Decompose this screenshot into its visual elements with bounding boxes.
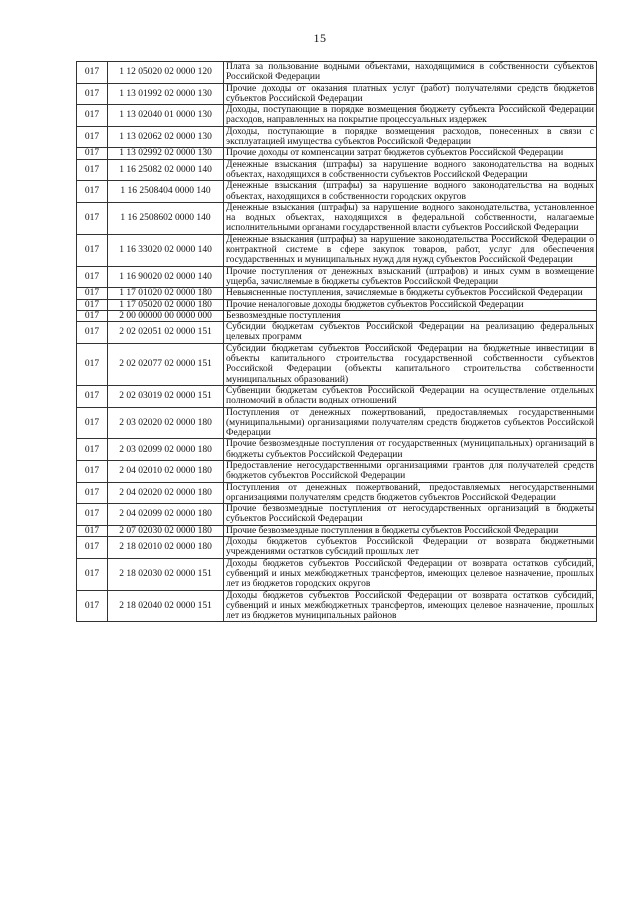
revenue-name-cell: Безвозмездные поступления (224, 310, 597, 321)
revenue-name-cell: Субвенции бюджетам субъектов Российской Федерации на осуществление отдельных полномочий в области водных отношений (224, 385, 597, 407)
revenue-code-cell: 2 18 02040 02 0000 151 (108, 590, 224, 622)
revenue-name-cell: Прочие безвозмездные поступления в бюджеты субъектов Российской Федерации (224, 525, 597, 536)
revenue-code-cell: 1 13 02992 02 0000 130 (108, 148, 224, 159)
admin-code-cell: 017 (77, 504, 108, 526)
revenue-code-cell: 1 13 01992 02 0000 130 (108, 83, 224, 105)
revenue-name-cell: Поступления от денежных пожертвований, предоставляемых негосударственными организациями получателям средств бюджетов субъектов Российской Федерации (224, 482, 597, 504)
table-row (77, 439, 597, 461)
revenue-code-cell: 1 17 01020 02 0000 180 (108, 288, 224, 299)
table-row (77, 525, 597, 536)
table-row (77, 62, 597, 84)
revenue-name-cell: Прочие безвозмездные поступления от государственных (муниципальных) организаций в бюджеты субъектов Российской Федерации (224, 439, 597, 461)
table-row (77, 385, 597, 407)
admin-code-cell: 017 (77, 407, 108, 439)
revenue-name-cell: Доходы бюджетов субъектов Российской Федерации от возврата бюджетными учреждениями остатков субсидий прошлых лет (224, 537, 597, 559)
admin-code-cell: 017 (77, 343, 108, 385)
revenue-code-cell: 2 03 02020 02 0000 180 (108, 407, 224, 439)
admin-code-cell: 017 (77, 322, 108, 344)
admin-code-cell: 017 (77, 590, 108, 622)
revenue-name-cell: Прочие неналоговые доходы бюджетов субъектов Российской Федерации (224, 299, 597, 310)
revenue-name-cell: Доходы, поступающие в порядке возмещения расходов, понесенных в связи с эксплуатацией имущества субъектов Российской Федерации (224, 126, 597, 148)
admin-code-cell: 017 (77, 525, 108, 536)
admin-code-cell: 017 (77, 460, 108, 482)
revenue-code-cell: 2 02 02077 02 0000 151 (108, 343, 224, 385)
table-row (77, 460, 597, 482)
table-row (77, 83, 597, 105)
admin-code-cell: 017 (77, 234, 108, 266)
admin-code-cell: 017 (77, 288, 108, 299)
revenue-code-cell: 2 04 02010 02 0000 180 (108, 460, 224, 482)
admin-code-cell: 017 (77, 266, 108, 288)
table-row (77, 558, 597, 590)
revenue-code-cell: 1 13 02040 01 0000 130 (108, 105, 224, 127)
revenue-code-cell: 2 04 02020 02 0000 180 (108, 482, 224, 504)
table-row (77, 288, 597, 299)
admin-code-cell: 017 (77, 126, 108, 148)
revenue-name-cell: Субсидии бюджетам субъектов Российской Федерации на бюджетные инвестиции в объекты капитального строительства государственной собственности субъектов Российской Федерации (объекты капитального строительства собственности муниципальных образований) (224, 343, 597, 385)
admin-code-cell: 017 (77, 537, 108, 559)
admin-code-cell: 017 (77, 105, 108, 127)
revenue-name-cell: Невыясненные поступления, зачисляемые в бюджеты субъектов Российской Федерации (224, 288, 597, 299)
table-row (77, 234, 597, 266)
revenue-code-cell: 1 13 02062 02 0000 130 (108, 126, 224, 148)
table-row (77, 202, 597, 234)
revenue-name-cell: Прочие поступления от денежных взысканий (штрафов) и иных сумм в возмещение ущерба, зачисляемые в бюджеты субъектов Российской Федерации (224, 266, 597, 288)
table-row (77, 266, 597, 288)
revenue-code-cell: 1 16 2508404 0000 140 (108, 181, 224, 203)
admin-code-cell: 017 (77, 181, 108, 203)
table-row (77, 322, 597, 344)
table-row (77, 148, 597, 159)
revenue-code-cell: 2 04 02099 02 0000 180 (108, 504, 224, 526)
revenue-code-cell: 1 16 90020 02 0000 140 (108, 266, 224, 288)
revenue-code-cell: 2 02 02051 02 0000 151 (108, 322, 224, 344)
table-row (77, 590, 597, 622)
revenue-code-cell: 1 17 05020 02 0000 180 (108, 299, 224, 310)
admin-code-cell: 017 (77, 558, 108, 590)
revenue-name-cell: Поступления от денежных пожертвований, предоставляемых государственными (муниципальными) организациями получателям средств бюджетов субъектов Российской Федерации (224, 407, 597, 439)
revenue-code-cell: 1 16 25082 02 0000 140 (108, 159, 224, 181)
revenue-code-cell: 1 16 33020 02 0000 140 (108, 234, 224, 266)
admin-code-cell: 017 (77, 83, 108, 105)
table-row (77, 126, 597, 148)
revenue-code-cell: 2 02 03019 02 0000 151 (108, 385, 224, 407)
admin-code-cell: 017 (77, 310, 108, 321)
table-row (77, 310, 597, 321)
revenue-name-cell: Доходы, поступающие в порядке возмещения бюджету субъекта Российской Федерации расходов, направленных на покрытие процессуальных издержек (224, 105, 597, 127)
table-row (77, 482, 597, 504)
admin-code-cell: 017 (77, 439, 108, 461)
revenue-code-cell: 2 00 00000 00 0000 000 (108, 310, 224, 321)
revenue-codes-table (76, 61, 597, 622)
revenue-code-cell: 1 12 05020 02 0000 120 (108, 62, 224, 84)
table-row (77, 181, 597, 203)
revenue-code-cell: 2 03 02099 02 0000 180 (108, 439, 224, 461)
table-row (77, 407, 597, 439)
revenue-code-cell: 2 07 02030 02 0000 180 (108, 525, 224, 536)
table-body (77, 62, 597, 622)
revenue-name-cell: Денежные взыскания (штрафы) за нарушение законодательства Российской Федерации о контрактной системе в сфере закупок товаров, работ, услуг для обеспечения государственных и муниципальных нужд для нужд субъектов Российской Федерации (224, 234, 597, 266)
table-row (77, 343, 597, 385)
revenue-code-cell: 2 18 02010 02 0000 180 (108, 537, 224, 559)
revenue-name-cell: Плата за пользование водными объектами, находящимися в собственности субъектов Российской Федерации (224, 62, 597, 84)
revenue-name-cell: Доходы бюджетов субъектов Российской Федерации от возврата остатков субсидий, субвенций и иных межбюджетных трансфертов, имеющих целевое назначение, прошлых лет из бюджетов городских округов (224, 558, 597, 590)
table-row (77, 159, 597, 181)
revenue-name-cell: Денежные взыскания (штрафы) за нарушение водного законодательства, установленное на водных объектах, находящихся в федеральной собственности, налагаемые исполнительными органами государственной власти субъектов Российской Федерации (224, 202, 597, 234)
revenue-name-cell: Денежные взыскания (штрафы) за нарушение водного законодательства на водных объектах, находящихся в собственности городских округов (224, 181, 597, 203)
revenue-name-cell: Денежные взыскания (штрафы) за нарушение водного законодательства на водных объектах, находящихся в собственности субъектов Российской Федерации (224, 159, 597, 181)
revenue-name-cell: Предоставление негосударственными организациями грантов для получателей средств бюджетов субъектов Российской Федерации (224, 460, 597, 482)
admin-code-cell: 017 (77, 385, 108, 407)
admin-code-cell: 017 (77, 299, 108, 310)
revenue-name-cell: Прочие доходы от оказания платных услуг (работ) получателями средств бюджетов субъектов Российской Федерации (224, 83, 597, 105)
table-row (77, 537, 597, 559)
admin-code-cell: 017 (77, 482, 108, 504)
table-row (77, 299, 597, 310)
revenue-code-cell: 1 16 2508602 0000 140 (108, 202, 224, 234)
admin-code-cell: 017 (77, 202, 108, 234)
revenue-code-cell: 2 18 02030 02 0000 151 (108, 558, 224, 590)
revenue-name-cell: Прочие доходы от компенсации затрат бюджетов субъектов Российской Федерации (224, 148, 597, 159)
table-row (77, 105, 597, 127)
table-row (77, 504, 597, 526)
admin-code-cell: 017 (77, 148, 108, 159)
revenue-name-cell: Доходы бюджетов субъектов Российской Федерации от возврата остатков субсидий, субвенций и иных межбюджетных трансфертов, имеющих целевое назначение, прошлых лет из бюджетов муниципальных районов (224, 590, 597, 622)
page-number: 15 (313, 31, 327, 45)
admin-code-cell: 017 (77, 62, 108, 84)
revenue-name-cell: Прочие безвозмездные поступления от негосударственных организаций в бюджеты субъектов Российской Федерации (224, 504, 597, 526)
revenue-name-cell: Субсидии бюджетам субъектов Российской Федерации на реализацию федеральных целевых программ (224, 322, 597, 344)
admin-code-cell: 017 (77, 159, 108, 181)
